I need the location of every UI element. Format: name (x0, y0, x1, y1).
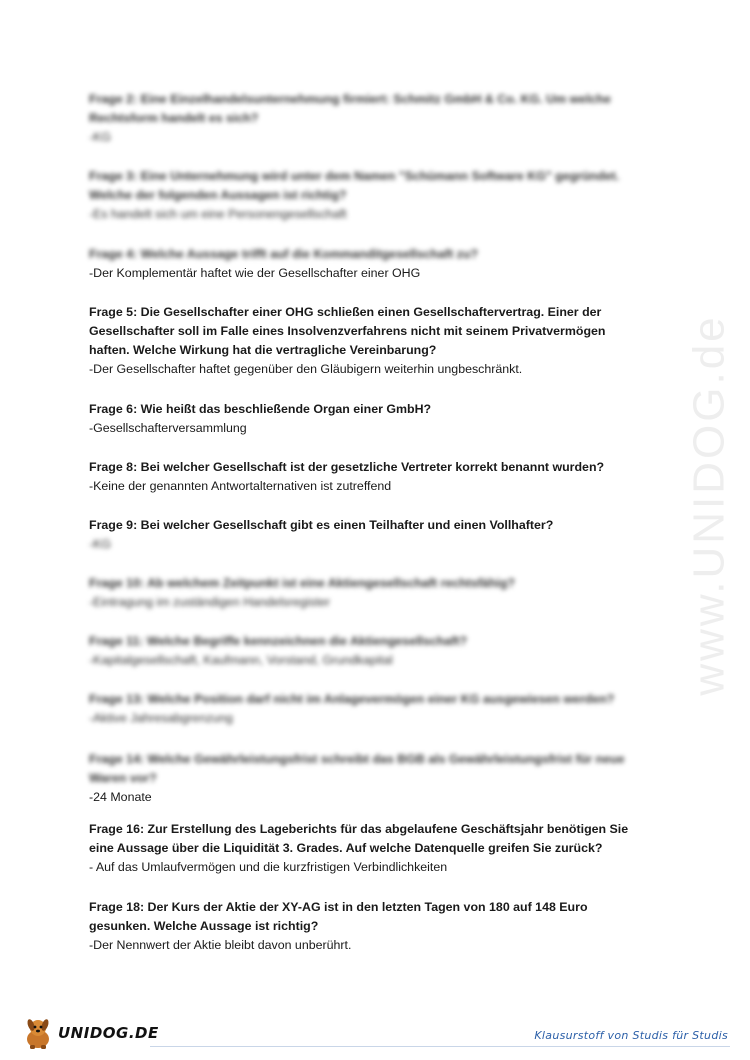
question-text: Frage 10: Ab welchem Zeitpunkt ist eine Aktiengesellschaft rechtsfähig? (89, 576, 515, 590)
question-block (89, 400, 649, 438)
question-text: Frage 4: Welche Aussage trifft auf die Kommanditgesellschaft zu? (89, 247, 479, 261)
answer-text: -Der Nennwert der Aktie bleibt davon unberührt. (89, 938, 352, 952)
question-block (89, 303, 649, 379)
question-block (89, 574, 649, 612)
question-block (89, 167, 649, 224)
answer-text: - Auf das Umlaufvermögen und die kurzfristigen Verbindlichkeiten (89, 860, 448, 874)
answer-text: -KG (89, 130, 112, 144)
question-text: Frage 9: Bei welcher Gesellschaft gibt es einen Teilhafter und einen Vollhafter? (89, 518, 554, 532)
answer-text: -Keine der genannten Antwortalternativen ist zutreffend (89, 479, 392, 493)
question-block (89, 690, 649, 728)
footer-divider (150, 1046, 730, 1047)
watermark: www.UNIDOG.de (685, 314, 735, 696)
question-text: Frage 14: Welche Gewährleistungsfrist schreibt das BGB als Gewährleistungsfrist für neue Waren vor? (89, 752, 625, 785)
answer-text: -KG (89, 537, 112, 551)
question-block (89, 632, 649, 670)
dog-icon (20, 1015, 56, 1051)
answer-text: -24 Monate (89, 790, 152, 804)
question-text: Frage 18: Der Kurs der Aktie der XY-AG ist in den letzten Tagen von 180 auf 148 Euro gesunken. Welche Aussage ist richtig? (89, 900, 588, 933)
answer-text: -Eintragung im zuständigen Handelsregister (89, 595, 331, 609)
question-text: Frage 8: Bei welcher Gesellschaft ist der gesetzliche Vertreter korrekt benannt wurden? (89, 460, 605, 474)
question-block (89, 898, 649, 955)
question-text: Frage 6: Wie heißt das beschließende Organ einer GmbH? (89, 402, 432, 416)
logo-text: UNIDOG.DE (58, 1024, 159, 1042)
question-block (89, 245, 649, 283)
question-text: Frage 16: Zur Erstellung des Lageberichts für das abgelaufene Geschäftsjahr benötigen Sie eine Aussage über die Liquidität 3. Grades. Auf welche Datenquelle greifen Sie zurück? (89, 822, 629, 855)
question-block (89, 820, 649, 877)
question-block (89, 90, 649, 147)
answer-text: -Kapitalgesellschaft, Kaufmann, Vorstand, Grundkapital (89, 653, 393, 667)
answer-text: -Gesellschafterversammlung (89, 421, 247, 435)
answer-text: -Der Komplementär haftet wie der Gesellschafter einer OHG (89, 266, 421, 280)
question-text: Frage 2: Eine Einzelhandelsunternehmung firmiert: Schmitz GmbH & Co. KG. Um welche Rechtsform handelt es sich? (89, 92, 611, 125)
footer-tagline: Klausurstoff von Studis für Studis (534, 1029, 728, 1042)
question-text: Frage 5: Die Gesellschafter einer OHG schließen einen Gesellschaftervertrag. Einer der Gesellschafter soll im Falle eines Insolvenzverfahrens nicht mit seinem Privatvermögen haften. Welche Wirkung hat die vertragliche Vereinbarung? (89, 305, 606, 357)
question-text: Frage 13: Welche Position darf nicht im Anlagevermögen einer KG ausgewiesen werden? (89, 692, 615, 706)
unidog-logo (20, 1013, 160, 1053)
question-text: Frage 11: Welche Begriffe kennzeichnen die Aktiengesellschaft? (89, 634, 468, 648)
question-block (89, 458, 649, 496)
question-block (89, 750, 649, 807)
question-block (89, 516, 649, 554)
answer-text: -Der Gesellschafter haftet gegenüber den Gläubigern weiterhin ungbeschränkt. (89, 362, 523, 376)
answer-text: -Aktive Jahresabgrenzung (89, 711, 233, 725)
answer-text: -Es handelt sich um eine Personengesellschaft (89, 207, 347, 221)
question-text: Frage 3: Eine Unternehmung wird unter dem Namen "Schümann Software KG" gegründet. Welche der folgenden Aussagen ist richtig? (89, 169, 620, 202)
